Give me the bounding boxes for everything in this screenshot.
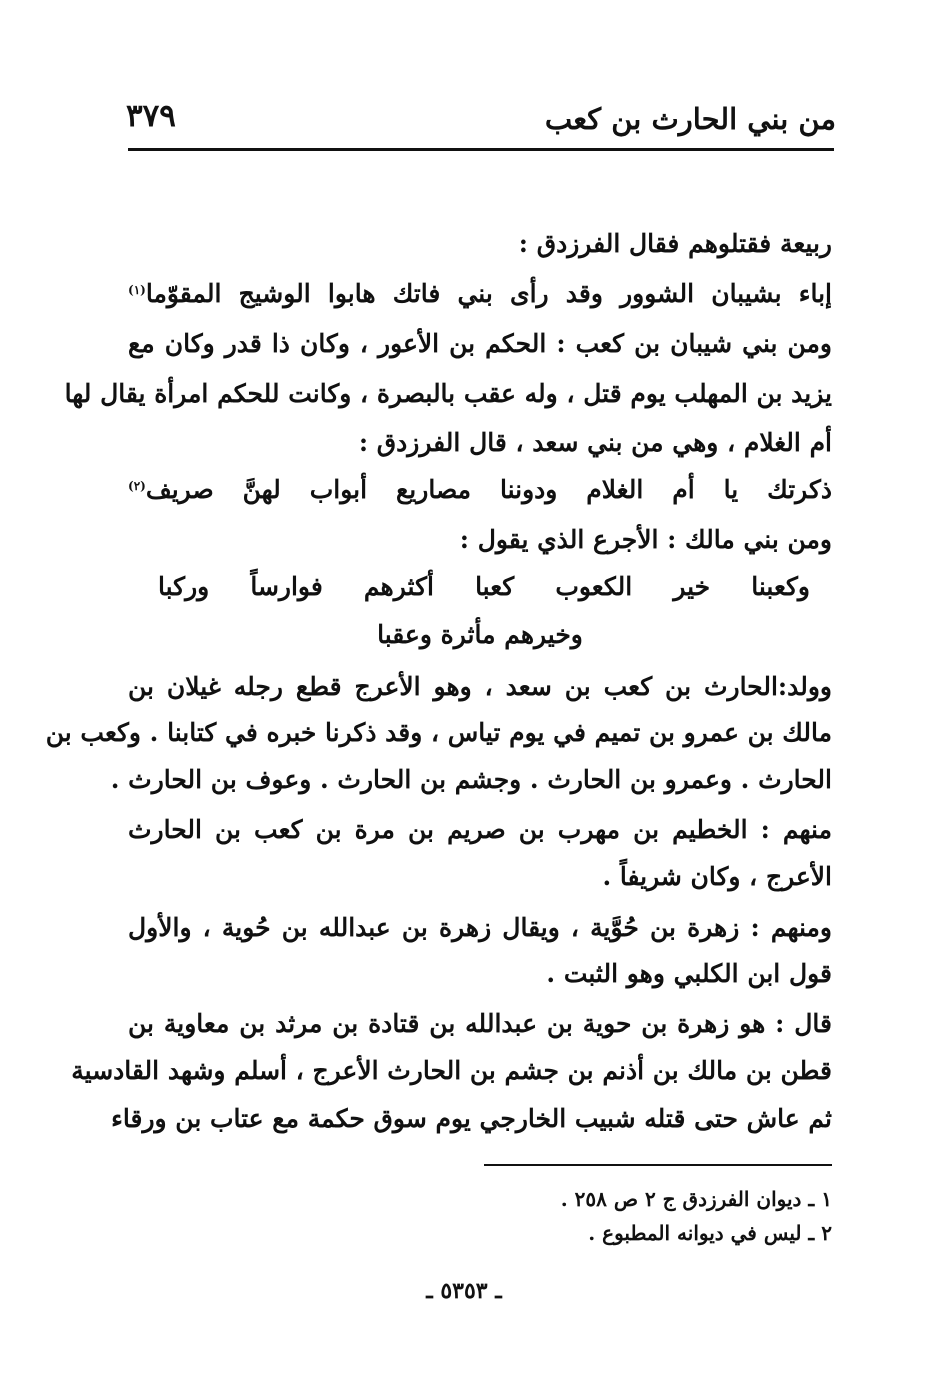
text-line: الأعرج ، وكان شريفاً . [602, 862, 832, 891]
page-number: ٣٧٩ [126, 98, 176, 134]
running-head-title: من بني الحارث بن كعب [544, 102, 836, 136]
text-line: قطن بن مالك بن أذنم بن جشم بن الحارث الأعرج ، أسلم وشهد القادسية [71, 1056, 832, 1085]
text-line: الحارث . وعمرو بن الحارث . وجشم بن الحارث . وعوف بن الحارث . [110, 765, 832, 794]
text-line: ربيعة فقتلوهم فقال الفرزدق : [518, 229, 832, 258]
text-line: منهم : الخطيم بن مهرب بن صريم بن مرة بن كعب بن الحارث [128, 815, 832, 844]
verse-line [128, 473, 832, 507]
verse-line: وخيرهم مأثرة وعقبا [377, 620, 583, 649]
text-line: قال : هو زهرة بن حوية بن عبدالله بن قتادة بن مرثد بن معاوية بن [128, 1009, 832, 1038]
text-line: مالك بن عمرو بن تميم في يوم تياس ، وقد ذكرنا خبره في كتابنا . وكعب بن [45, 718, 832, 747]
text-line: يزيد بن المهلب يوم قتل ، وله عقب بالبصرة ، وكانت للحكم امرأة يقال لها [64, 379, 832, 408]
footnote-rule [484, 1164, 832, 1166]
footnote-mark: (٢) [128, 479, 146, 493]
text-line: ثم عاش حتى قتله شبيب الخارجي يوم سوق حكمة مع عتاب بن ورقاء [111, 1104, 832, 1133]
text-line: أم الغلام ، وهي من بني سعد ، قال الفرزدق : [358, 428, 832, 457]
footnote-mark: (١) [128, 283, 146, 297]
footnote: ١ ـ ديوان الفرزدق ج ٢ ص ٢٥٨ . [560, 1187, 832, 1211]
verse-text: ذكرتك يا أم الغلام ودوننا مصاريع أبواب لهنَّ صريف [145, 475, 832, 504]
verse-text: إباء بشيبان الشوور وقد رأى بني فاتك هابوا الوشيج المقوّما [145, 279, 832, 308]
header-rule [128, 148, 834, 151]
verse-line [128, 277, 832, 311]
text-line: ومن بني شيبان بن كعب : الحكم بن الأعور ، وكان ذا قدر وكان مع [128, 329, 832, 358]
sequence-number: ـ ٥٣٥٣ ـ [426, 1278, 502, 1304]
text-line: ومنهم : زهرة بن حُوَّية ، ويقال زهرة بن عبدالله بن حُوية ، والأول [128, 913, 832, 942]
text-line: قول ابن الكلبي وهو الثبت . [546, 959, 832, 988]
footnote: ٢ ـ ليس في ديوانه المطبوع . [588, 1221, 832, 1245]
text-line: ومن بني مالك : الأجرع الذي يقول : [459, 525, 832, 554]
verse-line: وكعبنا خير الكعوب كعبا أكثرهم فوارساً وركبا [158, 572, 810, 601]
text-line: وولد:الحارث بن كعب بن سعد ، وهو الأعرج قطع رجله غيلان بن [128, 672, 832, 701]
